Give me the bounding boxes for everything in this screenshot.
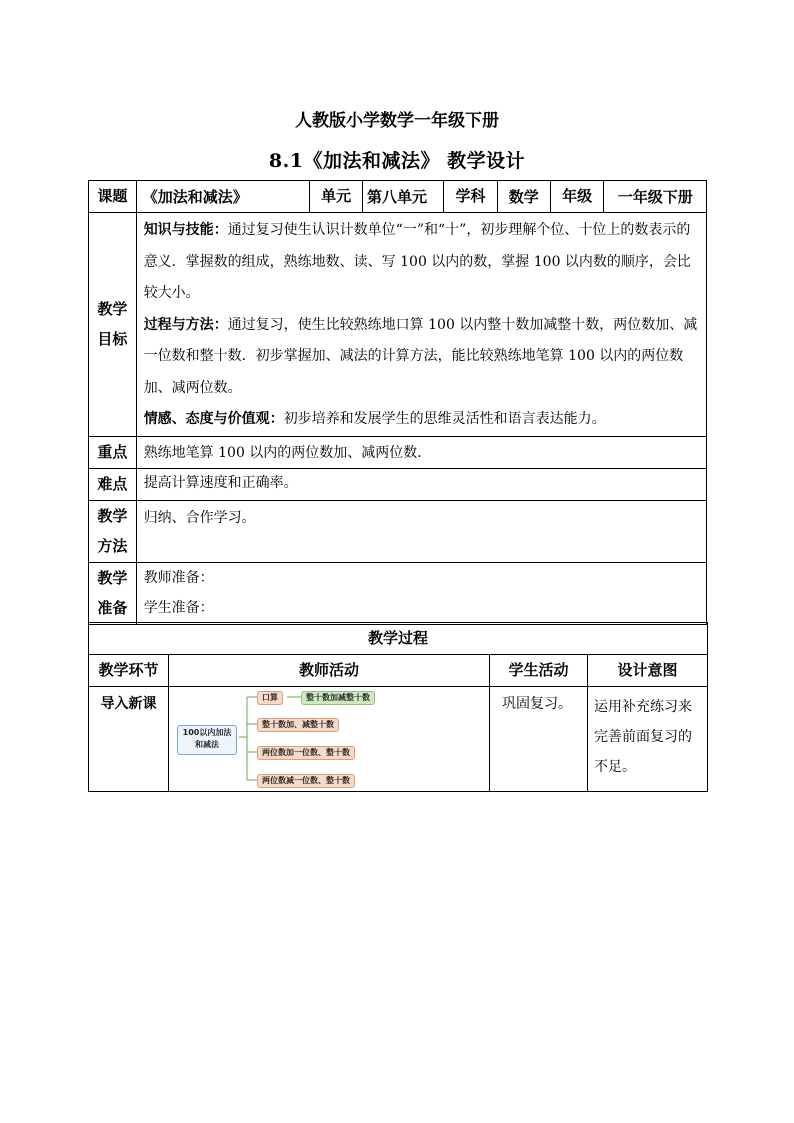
method-label-line1: 教学 [97,507,128,525]
info-row [89,181,707,213]
mindmap-branch4: 两位数减一位数、整十数 [257,774,355,788]
teacher-prep: 教师准备： [143,570,214,586]
goals-label-line1: 教学 [97,300,128,319]
goals-row [89,213,707,437]
process-title: 教学过程 [89,623,708,655]
course-value: 《加法和减法》 [136,181,310,213]
row1-student-activity: 巩固复习。 [490,687,588,792]
mindmap-branch2: 整十数加、减整十数 [257,718,339,732]
emotion-goal: 情感、态度与价值观：初步培养和发展学生的思维灵活性和语言表达能力。 [143,411,606,427]
process-goal: 过程与方法：通过复习，使生比较熟练地口算 100 以内整十数加减整十数，两位数加、减一位数和整十数．初步掌握加、减法的计算方法，能比较熟练地笔算 100 以内的两位数加、减两位数。 [143,316,698,396]
method-label-line2: 方法 [97,537,128,555]
student-prep: 学生准备： [143,600,214,616]
goals-label [89,213,137,437]
key-point-text: 熟练地笔算 100 以内的两位数加、减两位数． [136,436,706,468]
method-label [89,500,137,562]
process-table [88,622,708,792]
difficulty-label: 难点 [89,468,137,500]
grade-value: 一年级下册 [604,181,707,213]
process-title-row [89,623,708,655]
course-label: 课题 [89,181,137,213]
prep-label-line2: 准备 [97,599,128,617]
subject-value: 数学 [497,181,550,213]
emotion-head: 情感、态度与价值观 [143,411,270,427]
col-student: 学生活动 [490,655,588,687]
knowledge-head: 知识与技能 [143,222,214,238]
row1-intent: 运用补充练习来完善前面复习的不足。 [588,687,708,792]
key-point-label: 重点 [89,436,137,468]
document-title: 人教版小学数学一年级下册 [295,111,499,131]
method-row [89,500,707,562]
grade-label: 年级 [550,181,604,213]
goals-content [136,213,706,437]
unit-value: 第八单元 [362,181,443,213]
prep-content [136,562,706,624]
knowledge-text: 通过复习使生认识计数单位“一”和“十”，初步理解个位、十位上的数表示的意义．掌握数的组成，熟练地数、读、写 100 以内的数，掌握 100 以内数的顺序，会比较大小。 [143,222,691,301]
process-header-row [89,655,708,687]
document-subtitle: 8.1《加法和减法》 教学设计 [268,150,526,172]
col-teacher: 教师活动 [169,655,490,687]
process-head: 过程与方法 [143,316,214,333]
row1-teacher-activity [169,687,490,792]
mindmap-branch1-child: 整十数加减整十数 [301,691,375,705]
col-intent: 设计意图 [588,655,708,687]
subject-label: 学科 [444,181,498,213]
mindmap-root: 100以内加法和减法 [177,725,237,755]
difficulty-row [89,468,707,500]
col-stage: 教学环节 [89,655,169,687]
row1-stage: 导入新课 [89,687,169,792]
mindmap [169,687,490,791]
difficulty-text: 提高计算速度和正确率。 [136,468,706,500]
goals-label-line2: 目标 [97,330,128,349]
key-point-row [89,436,707,468]
method-text: 归纳、合作学习。 [136,500,706,562]
mindmap-branch1: 口算 [257,691,283,705]
process-text: 通过复习，使生比较熟练地口算 100 以内整十数加减整十数，两位数加、减一位数和整十数．初步掌握加、减法的计算方法，能比较熟练地笔算 100 以内的两位数加、减两位数。 [143,316,698,396]
prep-label-line1: 教学 [97,569,128,587]
knowledge-goal: 知识与技能：通过复习使生认识计数单位“一”和“十”，初步理解个位、十位上的数表示的意义．掌握数的组成，熟练地数、读、写 100 以内的数，掌握 100 以内数的顺序，会比较大小。 [143,222,691,301]
prep-row [89,562,707,624]
lesson-info-table [88,180,707,625]
unit-label: 单元 [310,181,363,213]
prep-label [89,562,137,624]
process-row [89,687,708,792]
mindmap-branch3: 两位数加一位数、整十数 [257,746,355,760]
emotion-text: 初步培养和发展学生的思维灵活性和语言表达能力。 [283,411,606,427]
